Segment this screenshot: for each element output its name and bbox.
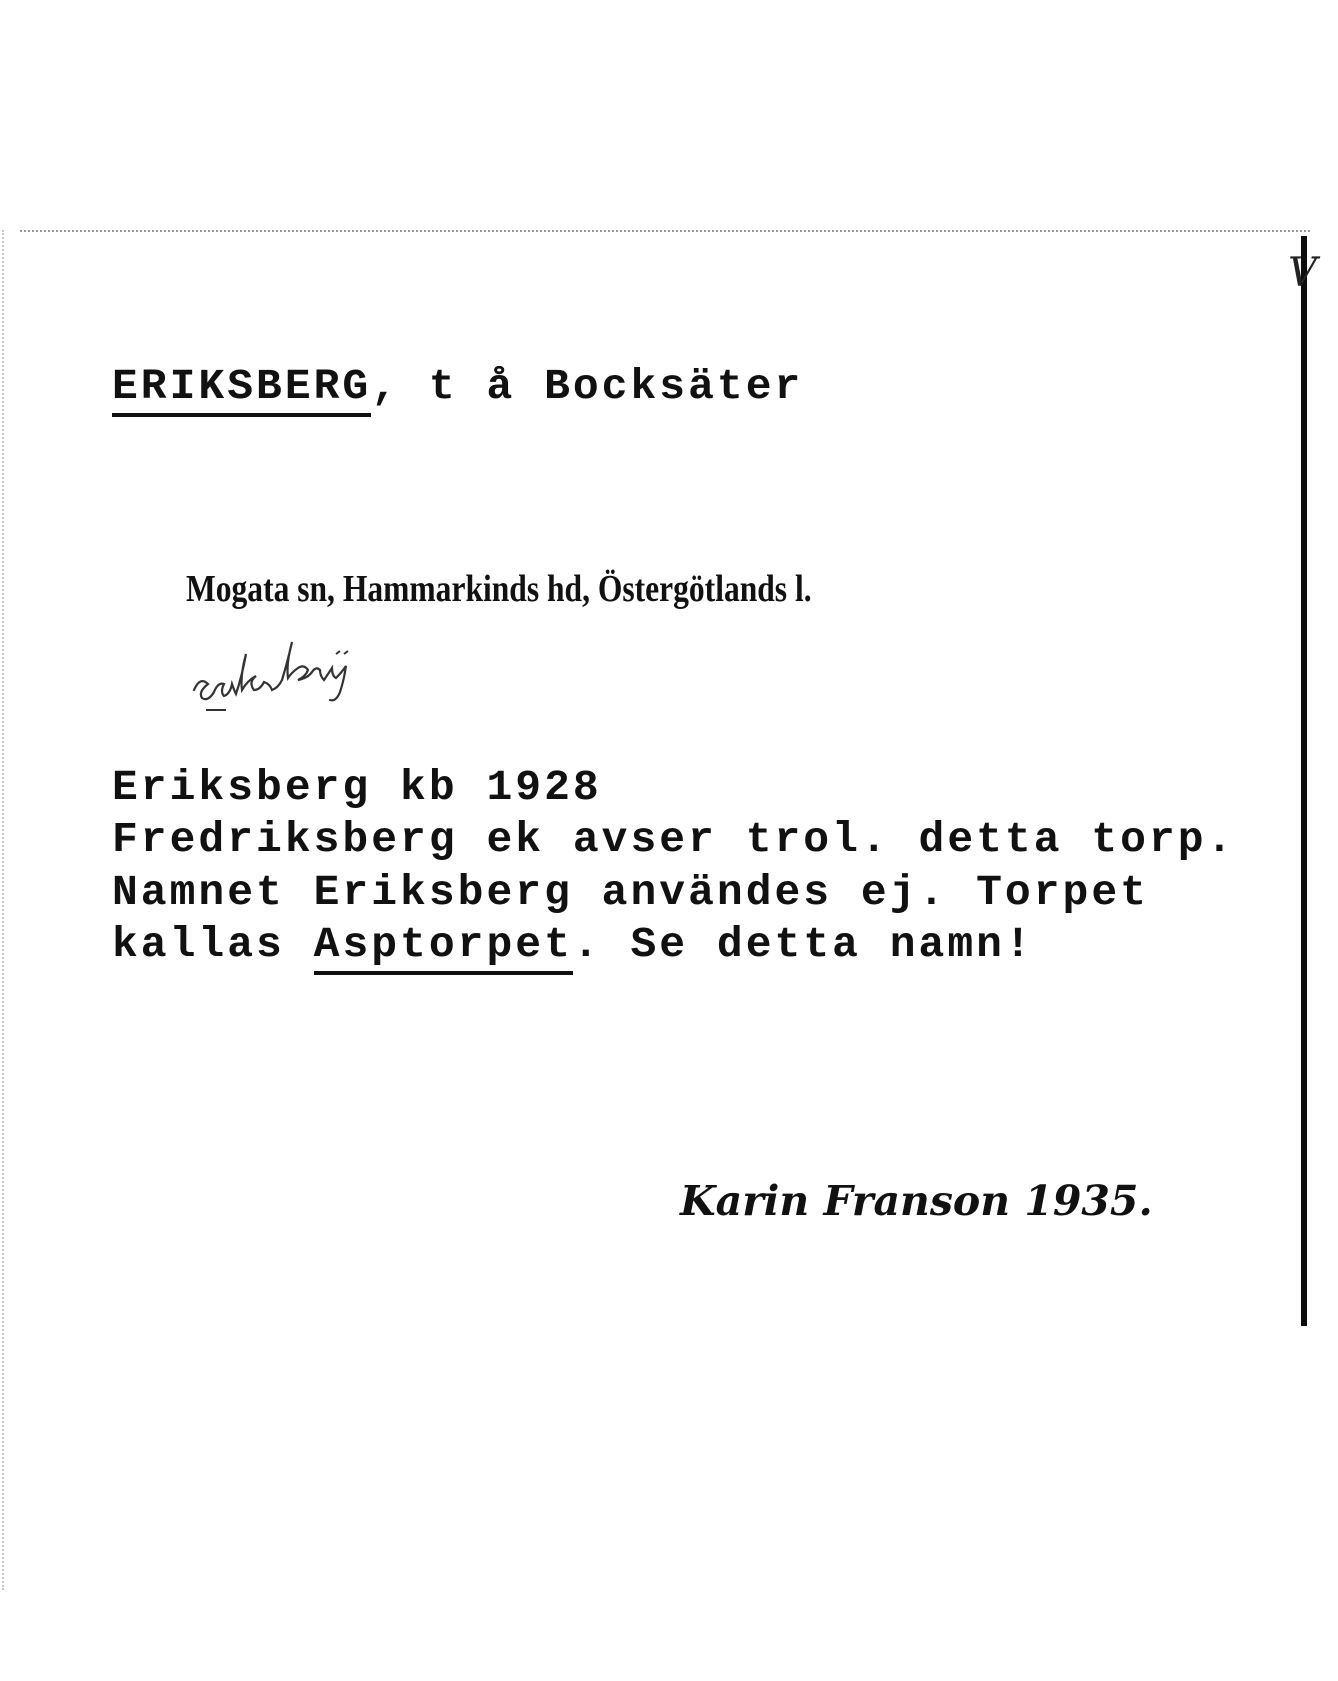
- body-line-1: Eriksberg kb 1928: [112, 763, 602, 812]
- body-line-4-after: . Se detta namn!: [572, 920, 1034, 969]
- heading-rest: , t å Bocksäter: [371, 362, 804, 411]
- card-top-border: [20, 230, 1310, 232]
- scan-edge-specks: [2, 230, 8, 1590]
- location-line: Mogata sn, Hammarkinds hd, Östergötlands l.: [186, 568, 812, 610]
- body-line-4-before: kallas: [112, 920, 314, 969]
- place-name: ERIKSBERG: [112, 362, 371, 417]
- body-line-3: Namnet Eriksberg användes ej. Torpet: [112, 868, 1149, 917]
- card-right-border: [1301, 236, 1307, 1326]
- handwriting-stroke: [194, 642, 346, 700]
- corner-mark: V: [1288, 250, 1317, 296]
- body-line-2: Fredriksberg ek avser trol. detta torp.: [112, 815, 1236, 864]
- card-heading: [112, 362, 803, 411]
- signature: Karin Franson 1935.: [680, 1177, 1153, 1225]
- handwritten-note: [186, 640, 486, 730]
- handwriting-dots: [206, 651, 348, 710]
- cross-reference: Asptorpet: [314, 920, 573, 975]
- body-line-4: [112, 920, 1034, 969]
